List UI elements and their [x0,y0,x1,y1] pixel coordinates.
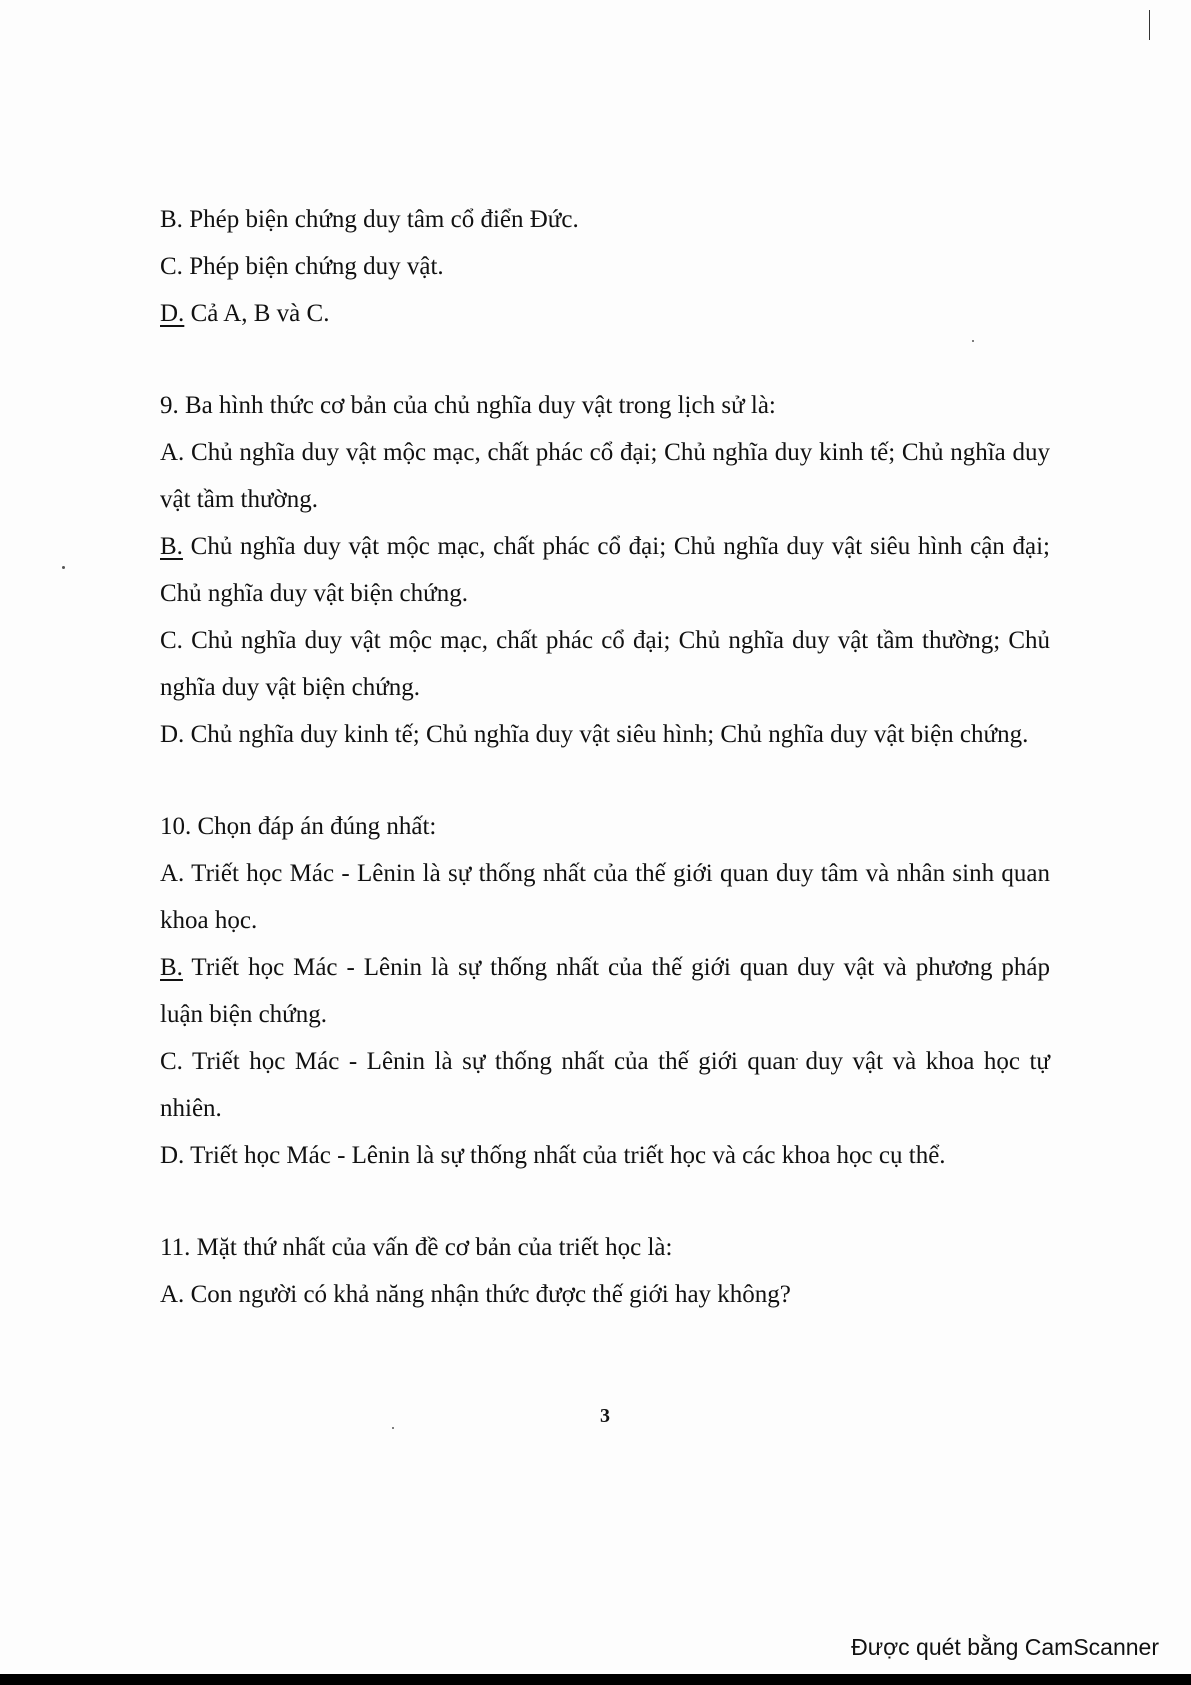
answer-option-correct [160,944,1050,1038]
page-number: 3 [600,1405,610,1427]
option-text: Phép biện chứng duy tâm cổ điển Đức. [182,206,579,233]
answer-option [160,196,1050,243]
bottom-bar [0,1674,1191,1685]
option-text: Triết học Mác - Lênin là sự thống nhất của triết học và các khoa học cụ thể. [184,1142,946,1169]
option-letter: D. [160,1142,185,1169]
option-letter: C. [160,627,183,654]
option-letter: A. [160,439,185,466]
option-text: Triết học Mác - Lênin là sự thống nhất của thế giới quan duy vật và khoa học tự nhiên. [160,1048,1050,1122]
answer-option [160,1132,1050,1179]
option-letter-underlined: B. [160,954,183,981]
scanner-watermark: Được quét bằng CamScanner [851,1634,1159,1660]
question-stem: 11. Mặt thứ nhất của vấn đề cơ bản của triết học là: [160,1234,673,1261]
option-letter: D. [160,721,185,748]
answer-option [160,617,1050,711]
scan-speck [392,1427,394,1429]
answer-option [160,850,1050,944]
answer-option-correct [160,290,1050,337]
answer-option [160,429,1050,523]
scan-mark [1149,10,1153,40]
option-letter-underlined: B. [160,533,183,560]
option-letter: C. [160,1048,183,1075]
scan-speck [62,566,65,569]
answer-option [160,711,1050,758]
answer-option [160,243,1050,290]
answer-option [160,1271,1050,1318]
answer-option-correct [160,523,1050,617]
option-text: Chủ nghĩa duy kinh tế; Chủ nghĩa duy vật siêu hình; Chủ nghĩa duy vật biện chứng. [184,721,1029,748]
option-text: Con người có khả năng nhận thức được thế giới hay không? [184,1281,791,1308]
option-text: Chủ nghĩa duy vật mộc mạc, chất phác cổ đại; Chủ nghĩa duy vật siêu hình cận đại; Chủ nghĩa duy vật biện chứng. [160,533,1050,607]
option-letter: A. [160,860,185,887]
option-text: Triết học Mác - Lênin là sự thống nhất của thế giới quan duy vật và phương pháp luận biện chứng. [160,954,1050,1028]
option-letter: B. [160,206,183,233]
option-text: Chủ nghĩa duy vật mộc mạc, chất phác cổ đại; Chủ nghĩa duy vật tầm thường; Chủ nghĩa duy vật biện chứng. [160,627,1050,701]
option-letter: A. [160,1281,185,1308]
option-letter-underlined: D. [160,300,185,327]
option-text: Triết học Mác - Lênin là sự thống nhất của thế giới quan duy tâm và nhân sinh quan khoa học. [160,860,1050,934]
option-text: Chủ nghĩa duy vật mộc mạc, chất phác cổ đại; Chủ nghĩa duy kinh tế; Chủ nghĩa duy vật tầm thường. [160,439,1050,513]
option-text: Phép biện chứng duy vật. [182,253,444,280]
option-text: Cả A, B và C. [184,300,330,327]
question-content [160,196,1050,1318]
question-stem: 9. Ba hình thức cơ bản của chủ nghĩa duy vật trong lịch sử là: [160,392,776,419]
option-letter: C. [160,253,183,280]
answer-option [160,1038,1050,1132]
question-stem: 10. Chọn đáp án đúng nhất: [160,813,437,840]
